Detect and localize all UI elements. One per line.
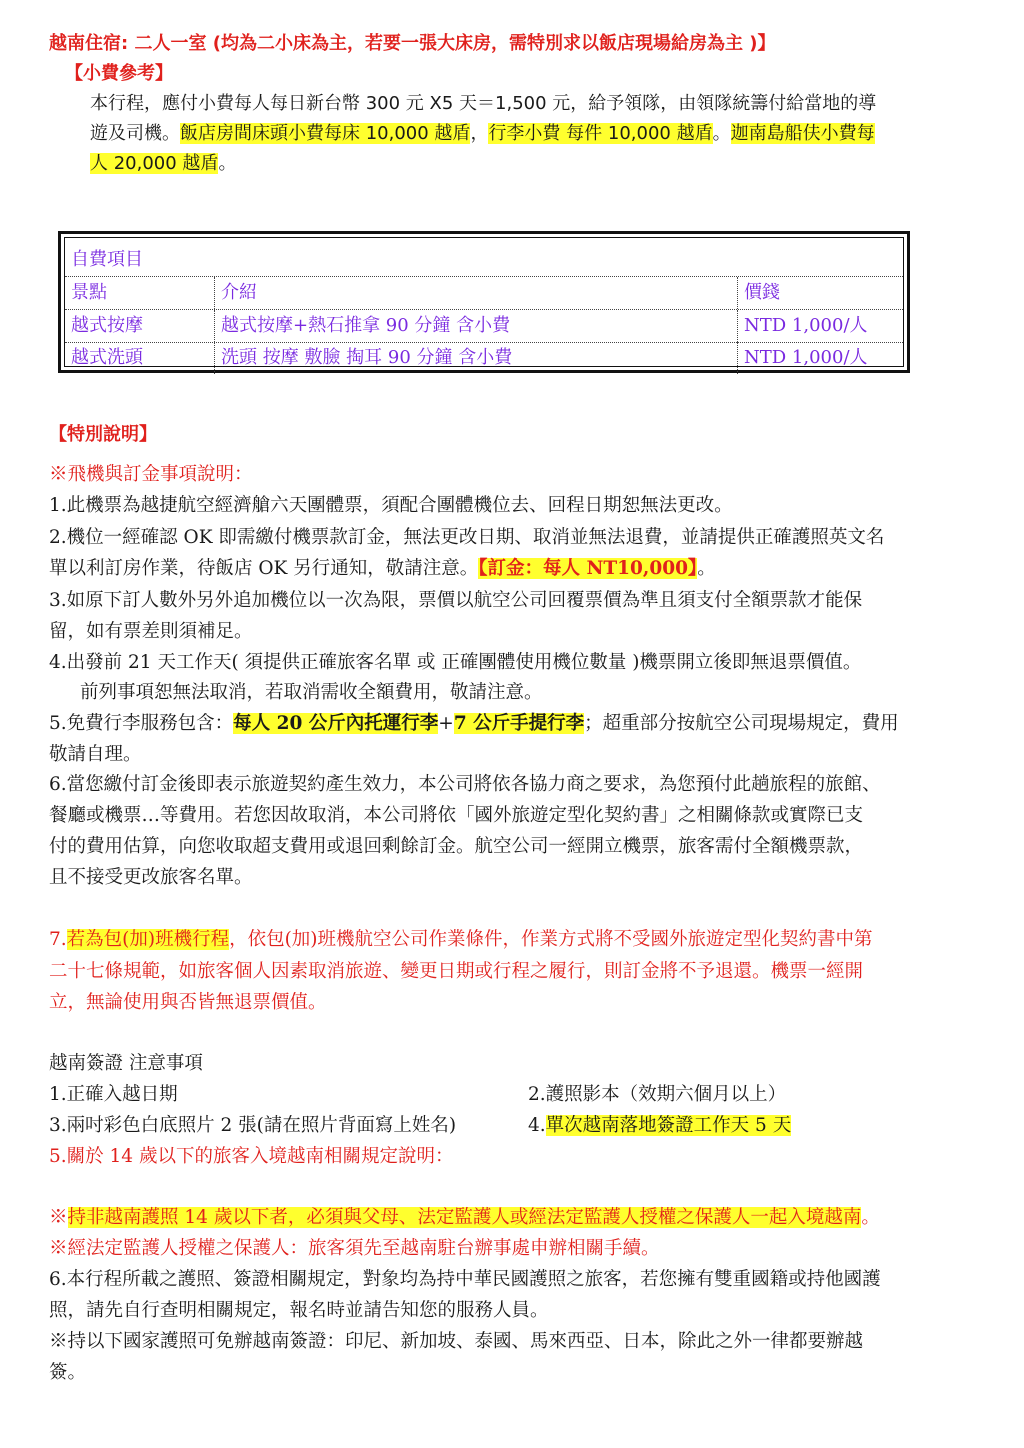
note-7-text: ，依包(加)班機航空公司作業條件，作業方式將不受國外旅遊定型化契約書中第 — [229, 929, 873, 950]
note-7-num: 7. — [49, 929, 67, 950]
lodging-note: 越南住宿: 二人一室 (均為二小床為主，若要一張大床房，需特別求以飯店現場給房為主 )】 — [49, 33, 776, 54]
flight-heading: ※飛機與訂金事項說明： — [49, 464, 253, 485]
note-4-line-1: 4.出發前 21 天工作天( 須提供正確旅客名單 或 正確團體使用機位數量 )機票開立後即無退票價值。 — [49, 652, 862, 673]
checked-baggage: 每人 20 公斤內托運行李 — [233, 713, 439, 734]
note-7-line-2: 二十七條規範，如旅客個人因素取消旅遊、變更日期或行程之履行，則訂金將不予退還。機票一經開 — [49, 961, 864, 982]
note-5-post: ；超重部分按航空公司現場規定，費用 — [584, 713, 899, 734]
table-header-intro: 介紹 — [215, 277, 738, 309]
table-title-row — [65, 244, 903, 277]
note-3-line-1: 3.如原下訂人數外另外追加機位以一次為限，票價以航空公司回覆票價為準且須支付全額票款才能保 — [49, 590, 863, 611]
passport-note-line-2: 照，請先自行查明相關規定，報名時並請告知您的服務人員。 — [49, 1300, 549, 1321]
charter-flight: 若為包(加)班機行程 — [66, 929, 230, 950]
row-spot: 越式洗頭 — [65, 342, 215, 374]
note-6-line-4: 且不接受更改旅客名單。 — [49, 867, 253, 888]
tips-line-1: 本行程，應付小費每人每日新台幣 300 元 X5 天＝1,500 元，給予領隊，由領隊統籌付給當地的導 — [90, 93, 877, 114]
note-5-pre: 5.免費行李服務包含： — [49, 713, 234, 734]
tips-luggage: 行李小費 每件 10,000 越盾 — [488, 123, 713, 144]
note-5-line-1 — [49, 709, 899, 739]
minor-end: 。 — [861, 1207, 880, 1228]
table-header-price: 價錢 — [744, 282, 780, 303]
visa-item-4 — [528, 1111, 791, 1141]
note-5-plus: + — [438, 713, 454, 734]
table-header-spot: 景點 — [65, 277, 215, 309]
tips-line-3 — [90, 149, 236, 179]
note-4-line-2: 前列事項恕無法取消，若取消需收全額費用，敬請注意。 — [80, 682, 543, 703]
note-2-line-2 — [49, 554, 716, 584]
note-2-text: 單以利訂房作業，待飯店 OK 另行通知，敬請注意。 — [49, 558, 479, 579]
table-row — [65, 310, 903, 343]
minor-mark: ※ — [49, 1207, 68, 1228]
table-header-row — [65, 277, 903, 310]
tips-line-2 — [90, 119, 875, 149]
row-price: NTD 1,000/人 — [744, 347, 868, 368]
guardian-note: ※經法定監護人授權之保護人：旅客須先至越南駐台辦事處申辦相關手續。 — [49, 1238, 660, 1259]
note-6-line-1: 6.當您繳付訂金後即表示旅遊契約產生效力，本公司將依各協力商之要求，為您預付此趟旅程的旅館、 — [49, 774, 881, 795]
tips-line-3-end: 。 — [218, 153, 237, 174]
carry-on-baggage: 7 公斤手提行李 — [453, 713, 585, 734]
table-row — [65, 342, 903, 374]
special-heading: 【特別說明】 — [49, 424, 157, 445]
tips-hotel-bed: 飯店房間床頭小費每床 10,000 越盾 — [180, 123, 471, 144]
visa-item-3: 3.兩吋彩色白底照片 2 張(請在照片背面寫上姓名) — [49, 1115, 457, 1136]
note-5-line-2: 敬請自理。 — [49, 744, 142, 765]
minor-entry-text: 持非越南護照 14 歲以下者，必須與父母、法定監護人或經法定監護人授權之保護人一起入境越南 — [67, 1207, 862, 1228]
row-spot: 越式按摩 — [65, 310, 215, 342]
note-7-line-3: 立，無論使用與否皆無退票價值。 — [49, 992, 327, 1013]
note-6-line-2: 餐廳或機票…等費用。若您因故取消，本公司將依「國外旅遊定型化契約書」之相關條款或實際已支 — [49, 805, 864, 826]
tips-boatman-amount: 人 20,000 越盾 — [90, 153, 219, 174]
tips-sep: ， — [470, 123, 489, 144]
tips-heading: 【小費參考】 — [65, 63, 173, 84]
row-price: NTD 1,000/人 — [744, 315, 868, 336]
visa-item-5: 5.關於 14 歲以下的旅客入境越南相關規定說明： — [49, 1146, 454, 1167]
tips-end: 。 — [712, 123, 731, 144]
visa-processing-time: 單次越南落地簽證工作天 5 天 — [545, 1115, 792, 1136]
note-1: 1.此機票為越捷航空經濟艙六天團體票，須配合團體機位去、回程日期恕無法更改。 — [49, 495, 733, 516]
visa-item-1: 1.正確入越日期 — [49, 1084, 178, 1105]
row-intro: 越式按摩+熱石推拿 90 分鐘 含小費 — [215, 310, 738, 342]
visa-item-4-num: 4. — [528, 1115, 546, 1136]
table-title: 自費項目 — [71, 249, 143, 270]
minor-entry-rule — [49, 1203, 880, 1233]
passport-note-line-1: 6.本行程所載之護照、簽證相關規定，對象均為持中華民國護照之旅客，若您擁有雙重國籍或持他國護 — [49, 1269, 881, 1290]
visa-exempt-line-1: ※持以下國家護照可免辦越南簽證：印尼、新加坡、泰國、馬來西亞、日本，除此之外一律都要辦越 — [49, 1331, 864, 1352]
optional-activities-table — [58, 231, 910, 373]
row-intro: 洗頭 按摩 敷臉 掏耳 90 分鐘 含小費 — [215, 342, 738, 374]
tips-line-2-plain: 遊及司機。 — [90, 123, 180, 144]
visa-heading: 越南簽證 注意事項 — [49, 1053, 203, 1074]
note-6-line-3: 付的費用估算，向您收取超支費用或退回剩餘訂金。航空公司一經開立機票，旅客需付全額機票款， — [49, 836, 864, 857]
note-2-end: 。 — [697, 558, 716, 579]
tips-boatman: 迦南島船伕小費每 — [730, 123, 875, 144]
visa-item-2: 2.護照影本（效期六個月以上） — [528, 1084, 787, 1105]
note-7-line-1 — [49, 925, 873, 955]
note-2-line-1: 2.機位一經確認 OK 即需繳付機票款訂金，無法更改日期、取消並無法退費，並請提供正確護照英文名 — [49, 527, 885, 548]
note-3-line-2: 留，如有票差則須補足。 — [49, 621, 253, 642]
visa-exempt-line-2: 簽。 — [49, 1362, 87, 1383]
deposit-badge: 【訂金：每人 NT10,000】 — [478, 558, 698, 579]
